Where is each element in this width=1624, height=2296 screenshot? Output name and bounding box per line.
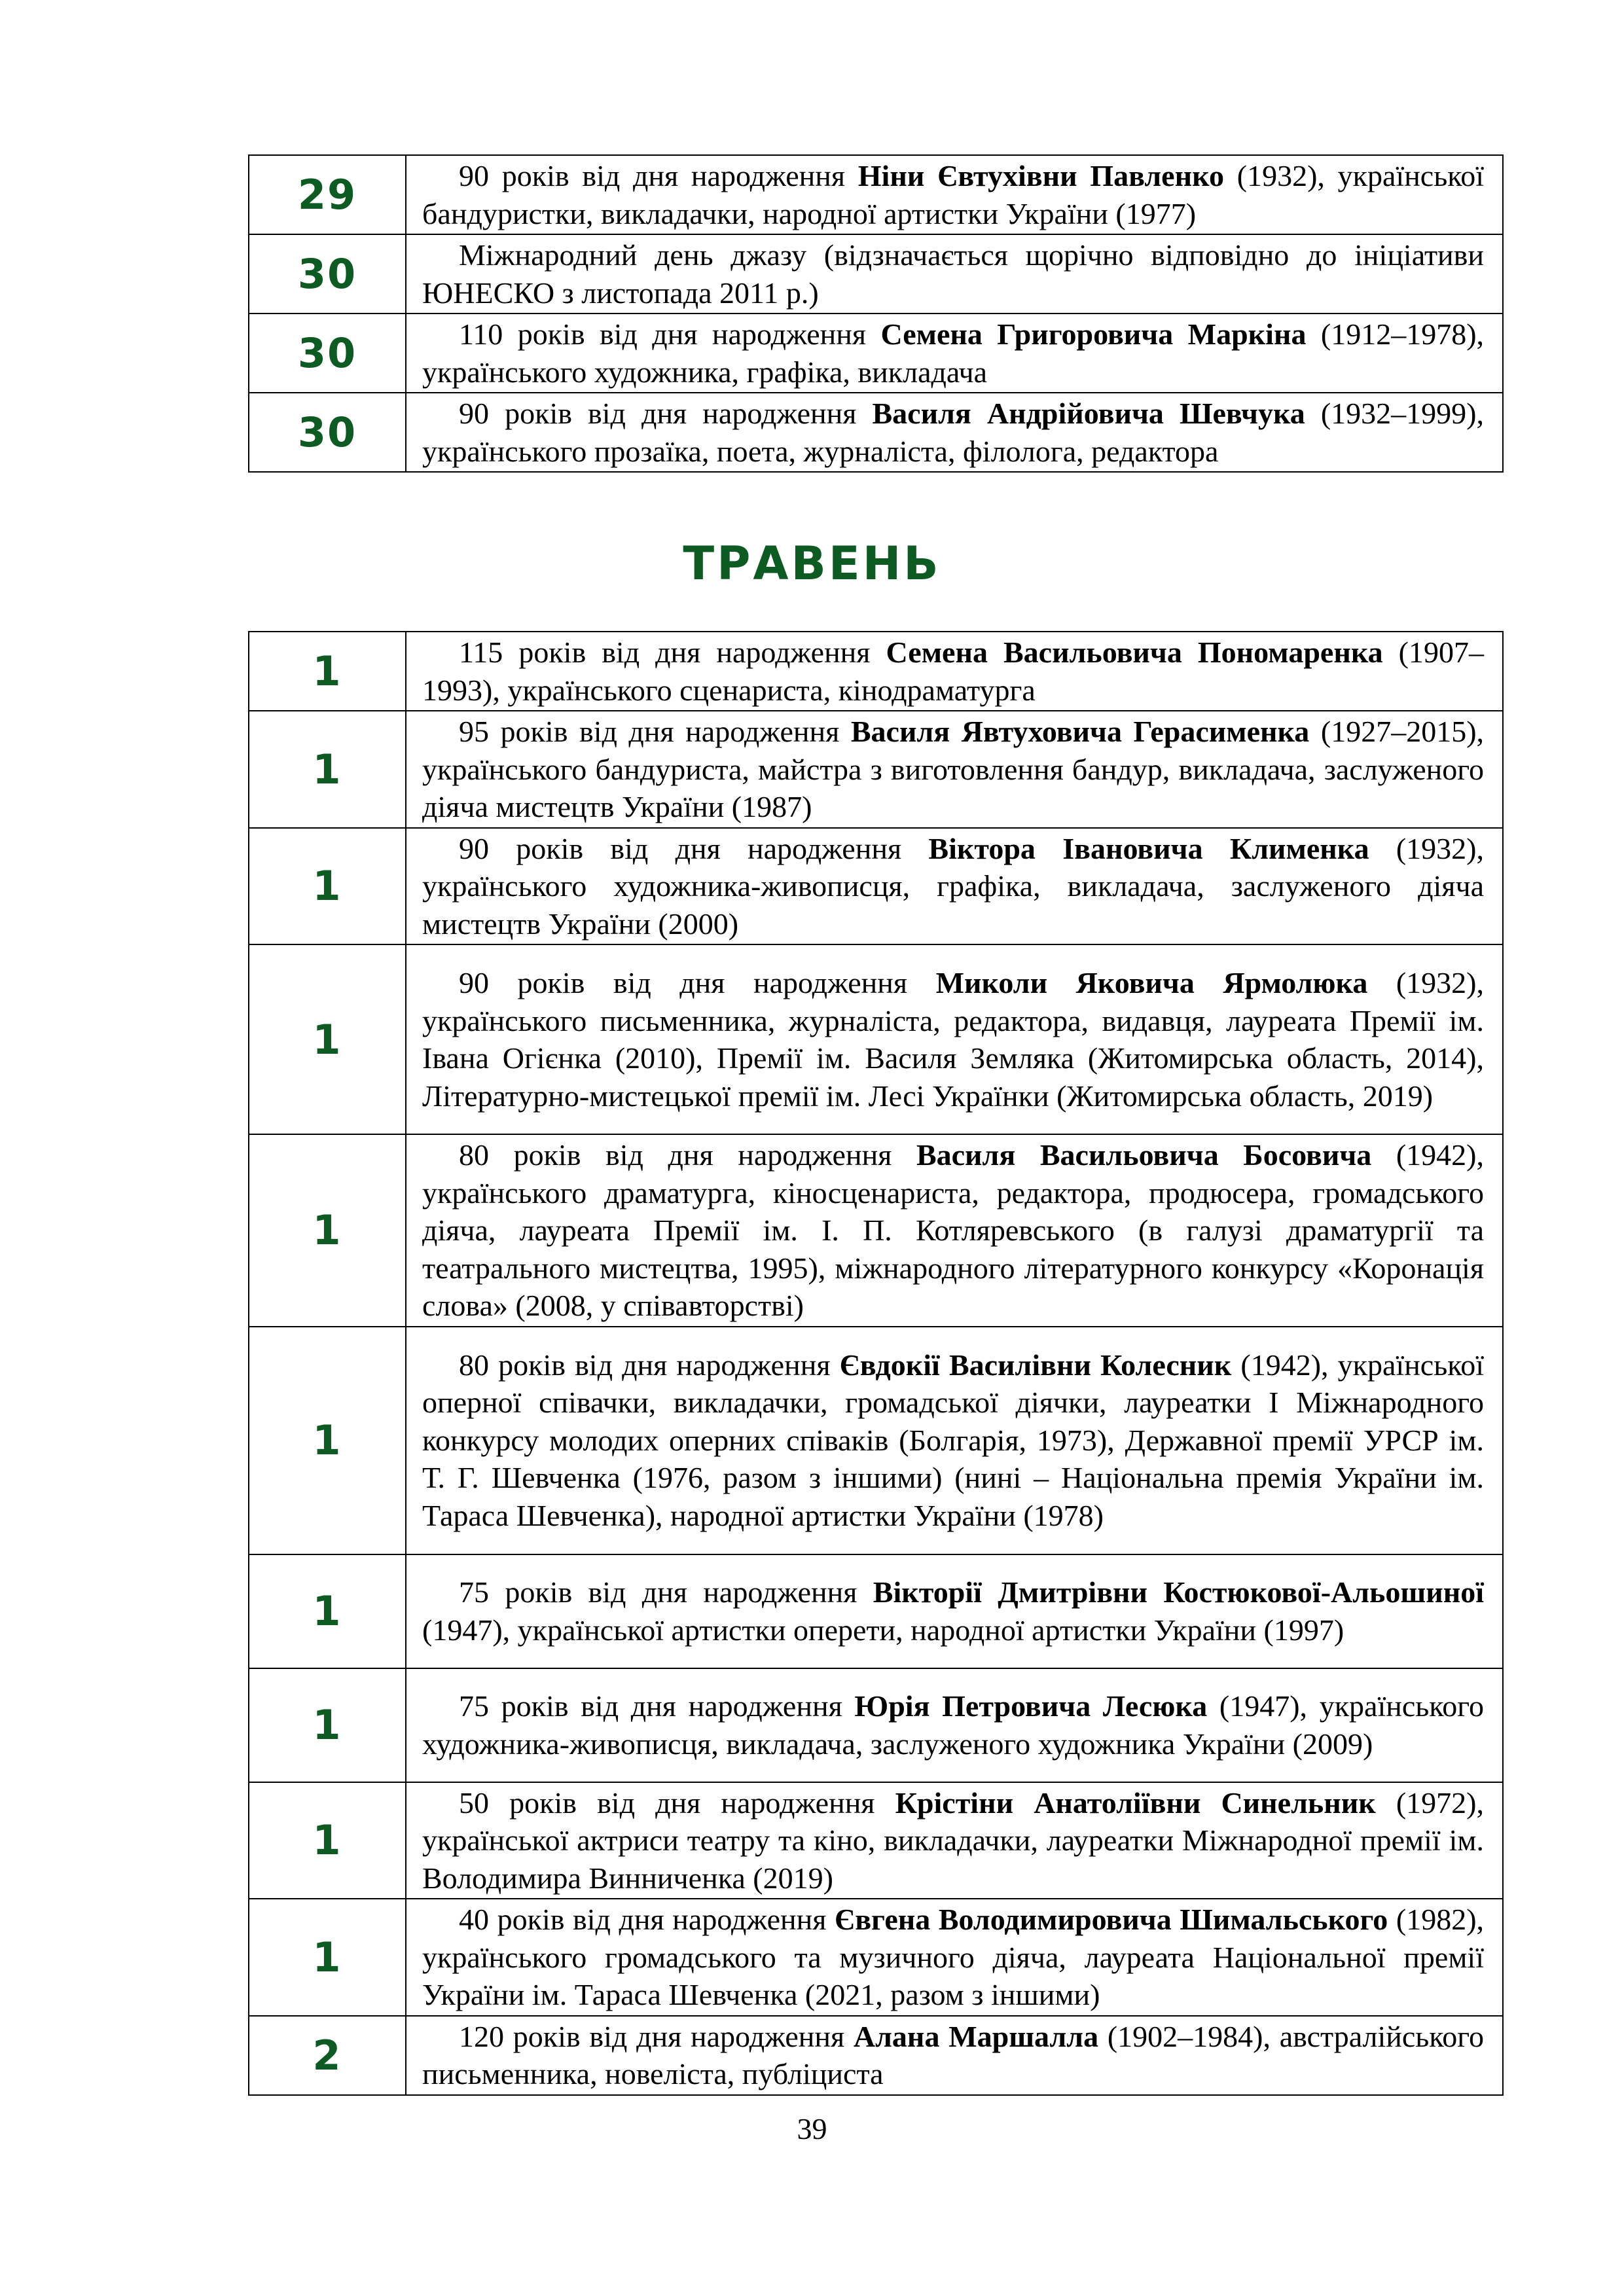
event-day: 30 xyxy=(249,393,406,472)
person-name: Юрія Петровича Лесюка xyxy=(854,1689,1208,1723)
event-day: 29 xyxy=(249,155,406,234)
table-row xyxy=(249,1782,1503,1899)
event-description: 90 років від дня народження Миколи Яковича Ярмолюка (1932), українського письменника, журналіста, редактора, видавця, лауреата Премії ім. Івана Огієнка (2010), Премії ім. Василя Земляка (Житомирська область, 2014), Літературно-мистецької премії ім. Лесі Українки (Житомирська область, 2019) xyxy=(406,944,1503,1134)
event-day: 1 xyxy=(249,711,406,828)
event-description: 80 років від дня народження Євдокії Василівни Колесник (1942), української оперної співачки, викладачки, громадської діячки, лауреатки І Міжнародного конкурсу молодих оперних співаків (Болгарія, 1973), Державної премії УРСР ім. Т. Г. Шевченка (1976, разом з іншими) (нині – Національна премія України ім. Тараса Шевченка), народної артистки України (1978) xyxy=(406,1327,1503,1554)
event-description: 90 років від дня народження Василя Андрійовича Шевчука (1932–1999), українського прозаїка, поета, журналіста, філолога, редактора xyxy=(406,393,1503,472)
person-name: Семена Григоровича Маркіна xyxy=(880,317,1307,351)
event-day: 30 xyxy=(249,314,406,393)
table-row xyxy=(249,944,1503,1134)
event-description: 75 років від дня народження Вікторії Дмитрівни Костюкової-Альошиної (1947), української артистки оперети, народної артистки України (1997) xyxy=(406,1554,1503,1668)
events-table-may xyxy=(248,631,1504,2096)
table-row xyxy=(249,1899,1503,2016)
person-name: Євдокії Василівни Колесник xyxy=(839,1348,1232,1382)
event-day: 1 xyxy=(249,1554,406,1668)
event-description: 90 років від дня народження Віктора Івановича Клименка (1932), українського художника-живописця, графіка, викладача, заслуженого діяча мистецтв України (2000) xyxy=(406,828,1503,945)
event-day: 1 xyxy=(249,1782,406,1899)
person-name: Алана Маршалла xyxy=(853,2019,1099,2053)
table-row xyxy=(249,1327,1503,1554)
event-description: 115 років від дня народження Семена Васильовича Пономаренка (1907–1993), українського сценариста, кінодраматурга xyxy=(406,632,1503,711)
table-row xyxy=(249,2016,1503,2095)
table-row xyxy=(249,1554,1503,1668)
event-day: 1 xyxy=(249,632,406,711)
table-row xyxy=(249,234,1503,314)
table-row xyxy=(249,155,1503,234)
event-description: 50 років від дня народження Крістіни Анатоліївни Синельник (1972), української актриси театру та кіно, викладачки, лауреатки Міжнародної премії ім. Володимира Винниченка (2019) xyxy=(406,1782,1503,1899)
event-day: 1 xyxy=(249,1134,406,1327)
table-row xyxy=(249,314,1503,393)
month-heading: ТРАВЕНЬ xyxy=(683,537,941,590)
person-name: Крістіни Анатоліївни Синельник xyxy=(895,1785,1376,1820)
person-name: Василя Васильовича Босовича xyxy=(916,1138,1372,1172)
page-number: 39 xyxy=(797,2112,827,2145)
event-day: 1 xyxy=(249,1668,406,1782)
event-day: 1 xyxy=(249,1899,406,2016)
table-row xyxy=(249,711,1503,828)
event-description: 80 років від дня народження Василя Васильовича Босовича (1942), українського драматурга, кіносценариста, редактора, продюсера, громадського діяча, лауреата Премії ім. І. П. Котляревського (в галузі драматургії та театрального мистецтва, 1995), міжнародного літературного конкурсу «Коронація слова» (2008, у співавторстві) xyxy=(406,1134,1503,1327)
events-table-body xyxy=(249,632,1503,2095)
person-name: Вікторії Дмитрівни Костюкової-Альошиної xyxy=(873,1575,1484,1609)
person-name: Василя Явтуховича Герасименка xyxy=(850,715,1310,748)
event-day: 1 xyxy=(249,828,406,945)
person-name: Ніни Євтухівни Павленко xyxy=(857,159,1225,192)
event-description: 95 років від дня народження Василя Явтуховича Герасименка (1927–2015), українського бандуриста, майстра з виготовлення бандур, викладача, заслуженого діяча мистецтв України (1987) xyxy=(406,711,1503,828)
table-row xyxy=(249,393,1503,472)
table-row xyxy=(249,632,1503,711)
event-description: 90 років від дня народження Ніни Євтухівни Павленко (1932), української бандуристки, викладачки, народної артистки України (1977) xyxy=(406,155,1503,234)
table-row xyxy=(249,828,1503,945)
events-table-body xyxy=(249,155,1503,472)
event-description: 110 років від дня народження Семена Григоровича Маркіна (1912–1978), українського художника, графіка, викладача xyxy=(406,314,1503,393)
event-day: 1 xyxy=(249,1327,406,1554)
table-row xyxy=(249,1134,1503,1327)
event-description: 40 років від дня народження Євгена Володимировича Шимальського (1982), українського громадського та музичного діяча, лауреата Національної премії України ім. Тараса Шевченка (2021, разом з іншими) xyxy=(406,1899,1503,2016)
event-description: 120 років від дня народження Алана Маршалла (1902–1984), австралійського письменника, новеліста, публіциста xyxy=(406,2016,1503,2095)
event-day: 2 xyxy=(249,2016,406,2095)
events-table-april xyxy=(248,154,1504,473)
person-name: Миколи Яковича Ярмолюка xyxy=(935,966,1368,999)
event-description: 75 років від дня народження Юрія Петровича Лесюка (1947), українського художника-живописця, викладача, заслуженого художника України (2009) xyxy=(406,1668,1503,1782)
person-name: Віктора Івановича Клименка xyxy=(928,831,1369,865)
person-name: Євгена Володимировича Шимальського xyxy=(835,1903,1388,1936)
event-day: 30 xyxy=(249,234,406,314)
event-description: Міжнародний день джазу (відзначається щорічно відповідно до ініціативи ЮНЕСКО з листопада 2011 р.) xyxy=(406,234,1503,314)
person-name: Семена Васильовича Пономаренка xyxy=(886,636,1383,669)
person-name: Василя Андрійовича Шевчука xyxy=(872,397,1305,430)
event-day: 1 xyxy=(249,944,406,1134)
table-row xyxy=(249,1668,1503,1782)
